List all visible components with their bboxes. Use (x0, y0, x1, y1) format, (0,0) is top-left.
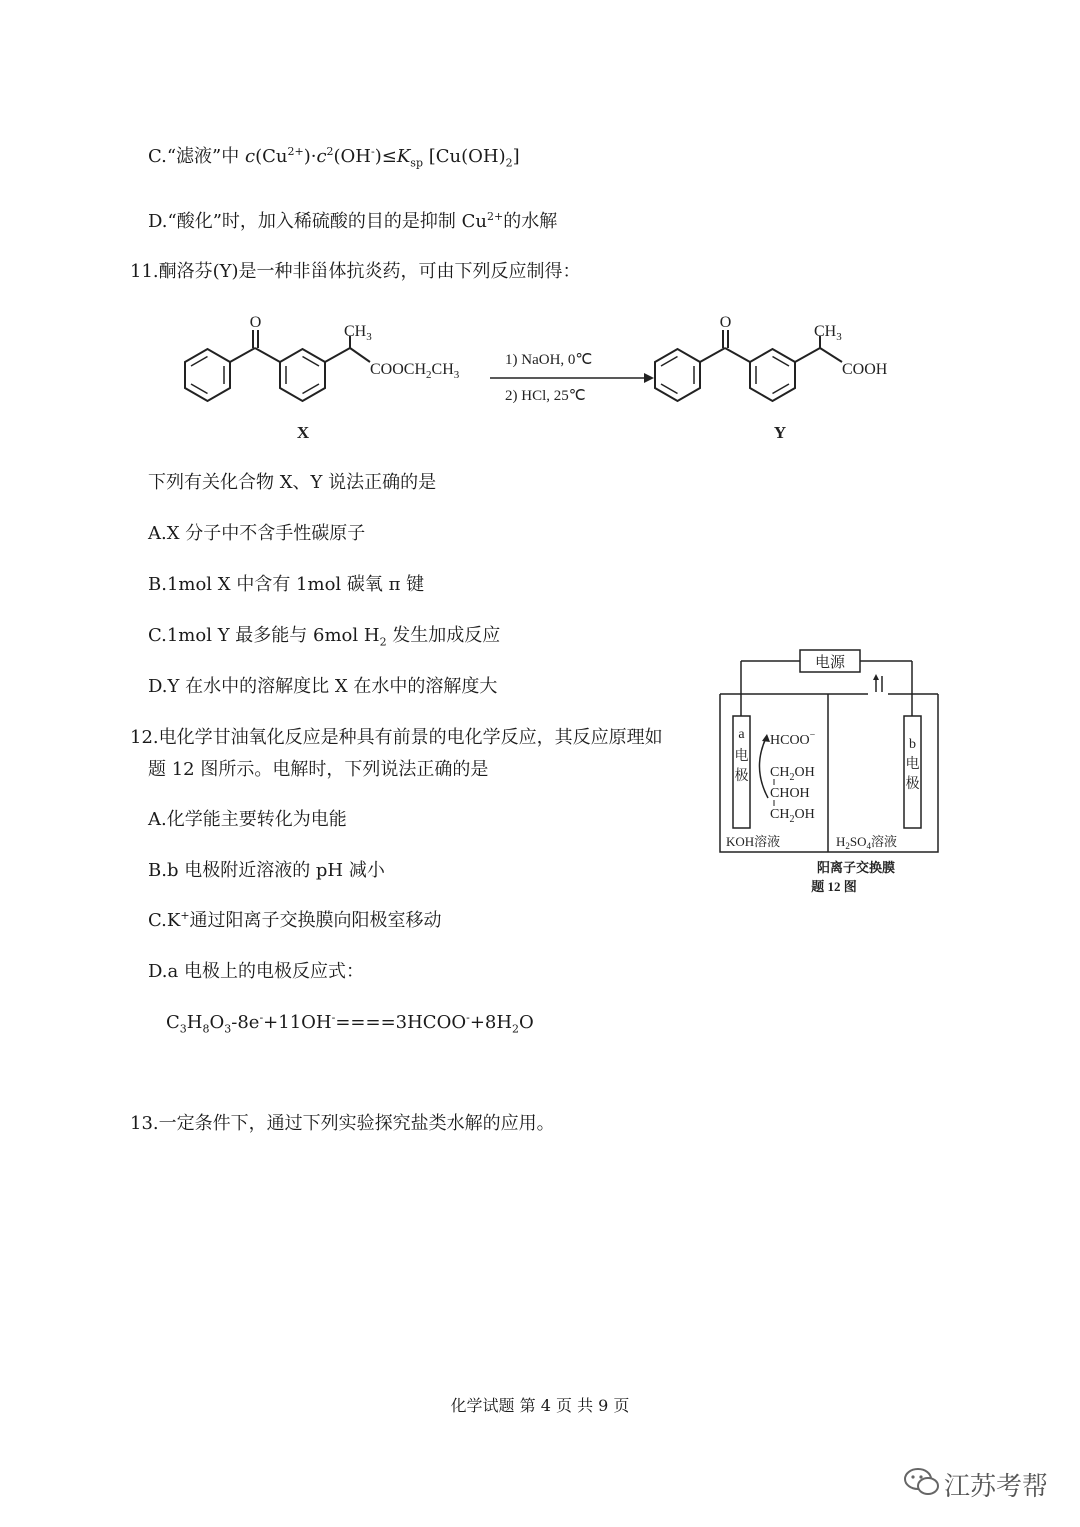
condition-1: 1) NaOH, 0℃ (505, 352, 593, 368)
q12-equation: $C_3H_8O_3-8e^-+11OH^-====3HCOO^-+8H_2O$ (166, 1011, 534, 1036)
koh-solution-label: KOH溶液 (726, 834, 781, 849)
question-11-stem: 11.酮洛芬(Y)是一种非甾体抗炎药，可由下列反应制得： (130, 261, 581, 282)
electrode-b-char1: 电 (905, 757, 920, 772)
electrolysis-cell-figure (716, 648, 942, 900)
compound-x-label: X (296, 423, 310, 442)
electrode-a-char1: 电 (734, 749, 749, 764)
q12-option-a: A.化学能主要转化为电能 (148, 809, 347, 830)
membrane-label: 阳离子交换膜 (816, 860, 896, 875)
glycerol-line-2: CHOH (770, 786, 810, 801)
glycerol-line-1: $CH_2OH$ (770, 765, 815, 783)
electrode-a-letter: a (738, 727, 745, 742)
compound-y-label: Y (773, 423, 787, 442)
option-c-line: C.“滤液”中 $c(Cu^{2+})\cdot c^2(OH^-)\le K_{sp}$ $[Cu(OH)_2]$ (148, 145, 520, 170)
y-carbonyl-o: O (719, 314, 732, 331)
page-footer: 化学试题 第 4 页 共 9 页 (450, 1396, 630, 1415)
question-13-stem: 13.一定条件下，通过下列实验探究盐类水解的应用。 (130, 1113, 555, 1134)
q12-option-c: C.K+通过阳离子交换膜向阳极室移动 (148, 909, 442, 931)
reaction-scheme (170, 312, 920, 452)
electrode-b-letter: b (909, 737, 916, 752)
condition-2: 2) HCl, 25℃ (505, 388, 586, 404)
electrode-b-char2: 极 (905, 777, 920, 792)
q11-option-b: B.1mol X 中含有 1mol 碳氧 π 键 (148, 574, 425, 595)
q12-option-d: D.a 电极上的电极反应式： (148, 961, 364, 982)
watermark-text: 江苏考帮 (944, 1472, 1049, 1502)
formate-label: HCOO− (770, 730, 816, 748)
q11-option-d: D.Y 在水中的溶解度比 X 在水中的溶解度大 (148, 676, 498, 697)
y-methyl-label: $CH_3$ (814, 323, 842, 343)
q12-stem-line2: 题 12 图所示。电解时，下列说法正确的是 (148, 759, 489, 780)
power-source-label: 电源 (814, 655, 846, 671)
x-ester-label: $COOCH_2CH_3$ (370, 361, 460, 381)
electrode-a-char2: 极 (734, 769, 749, 784)
option-d-line: D.“酸化”时，加入稀硫酸的目的是抑制 $Cu^{2+}$的水解 (148, 210, 558, 232)
q12-option-b: B.b 电极附近溶液的 pH 减小 (148, 860, 385, 881)
q12-stem-line1: 12.电化学甘油氧化反应是种具有前景的电化学反应，其反应原理如 (130, 727, 663, 748)
h2so4-solution-label: $H_2SO_4$溶液 (836, 834, 898, 851)
x-methyl-label: $CH_3$ (344, 323, 372, 343)
watermark (902, 1462, 1062, 1502)
wechat-icon (902, 1464, 942, 1500)
glycerol-line-3: $CH_2OH$ (770, 807, 815, 825)
x-carbonyl-o: O (249, 314, 262, 331)
figure-12-caption: 题 12 图 (811, 879, 857, 894)
q11-option-a: A.X 分子中不含手性碳原子 (148, 523, 366, 544)
q11-prompt: 下列有关化合物 X、Y 说法正确的是 (148, 472, 437, 493)
y-acid-label: COOH (842, 361, 888, 378)
q11-option-c: C.1mol Y 最多能与 6mol $H_2$ 发生加成反应 (148, 625, 501, 649)
